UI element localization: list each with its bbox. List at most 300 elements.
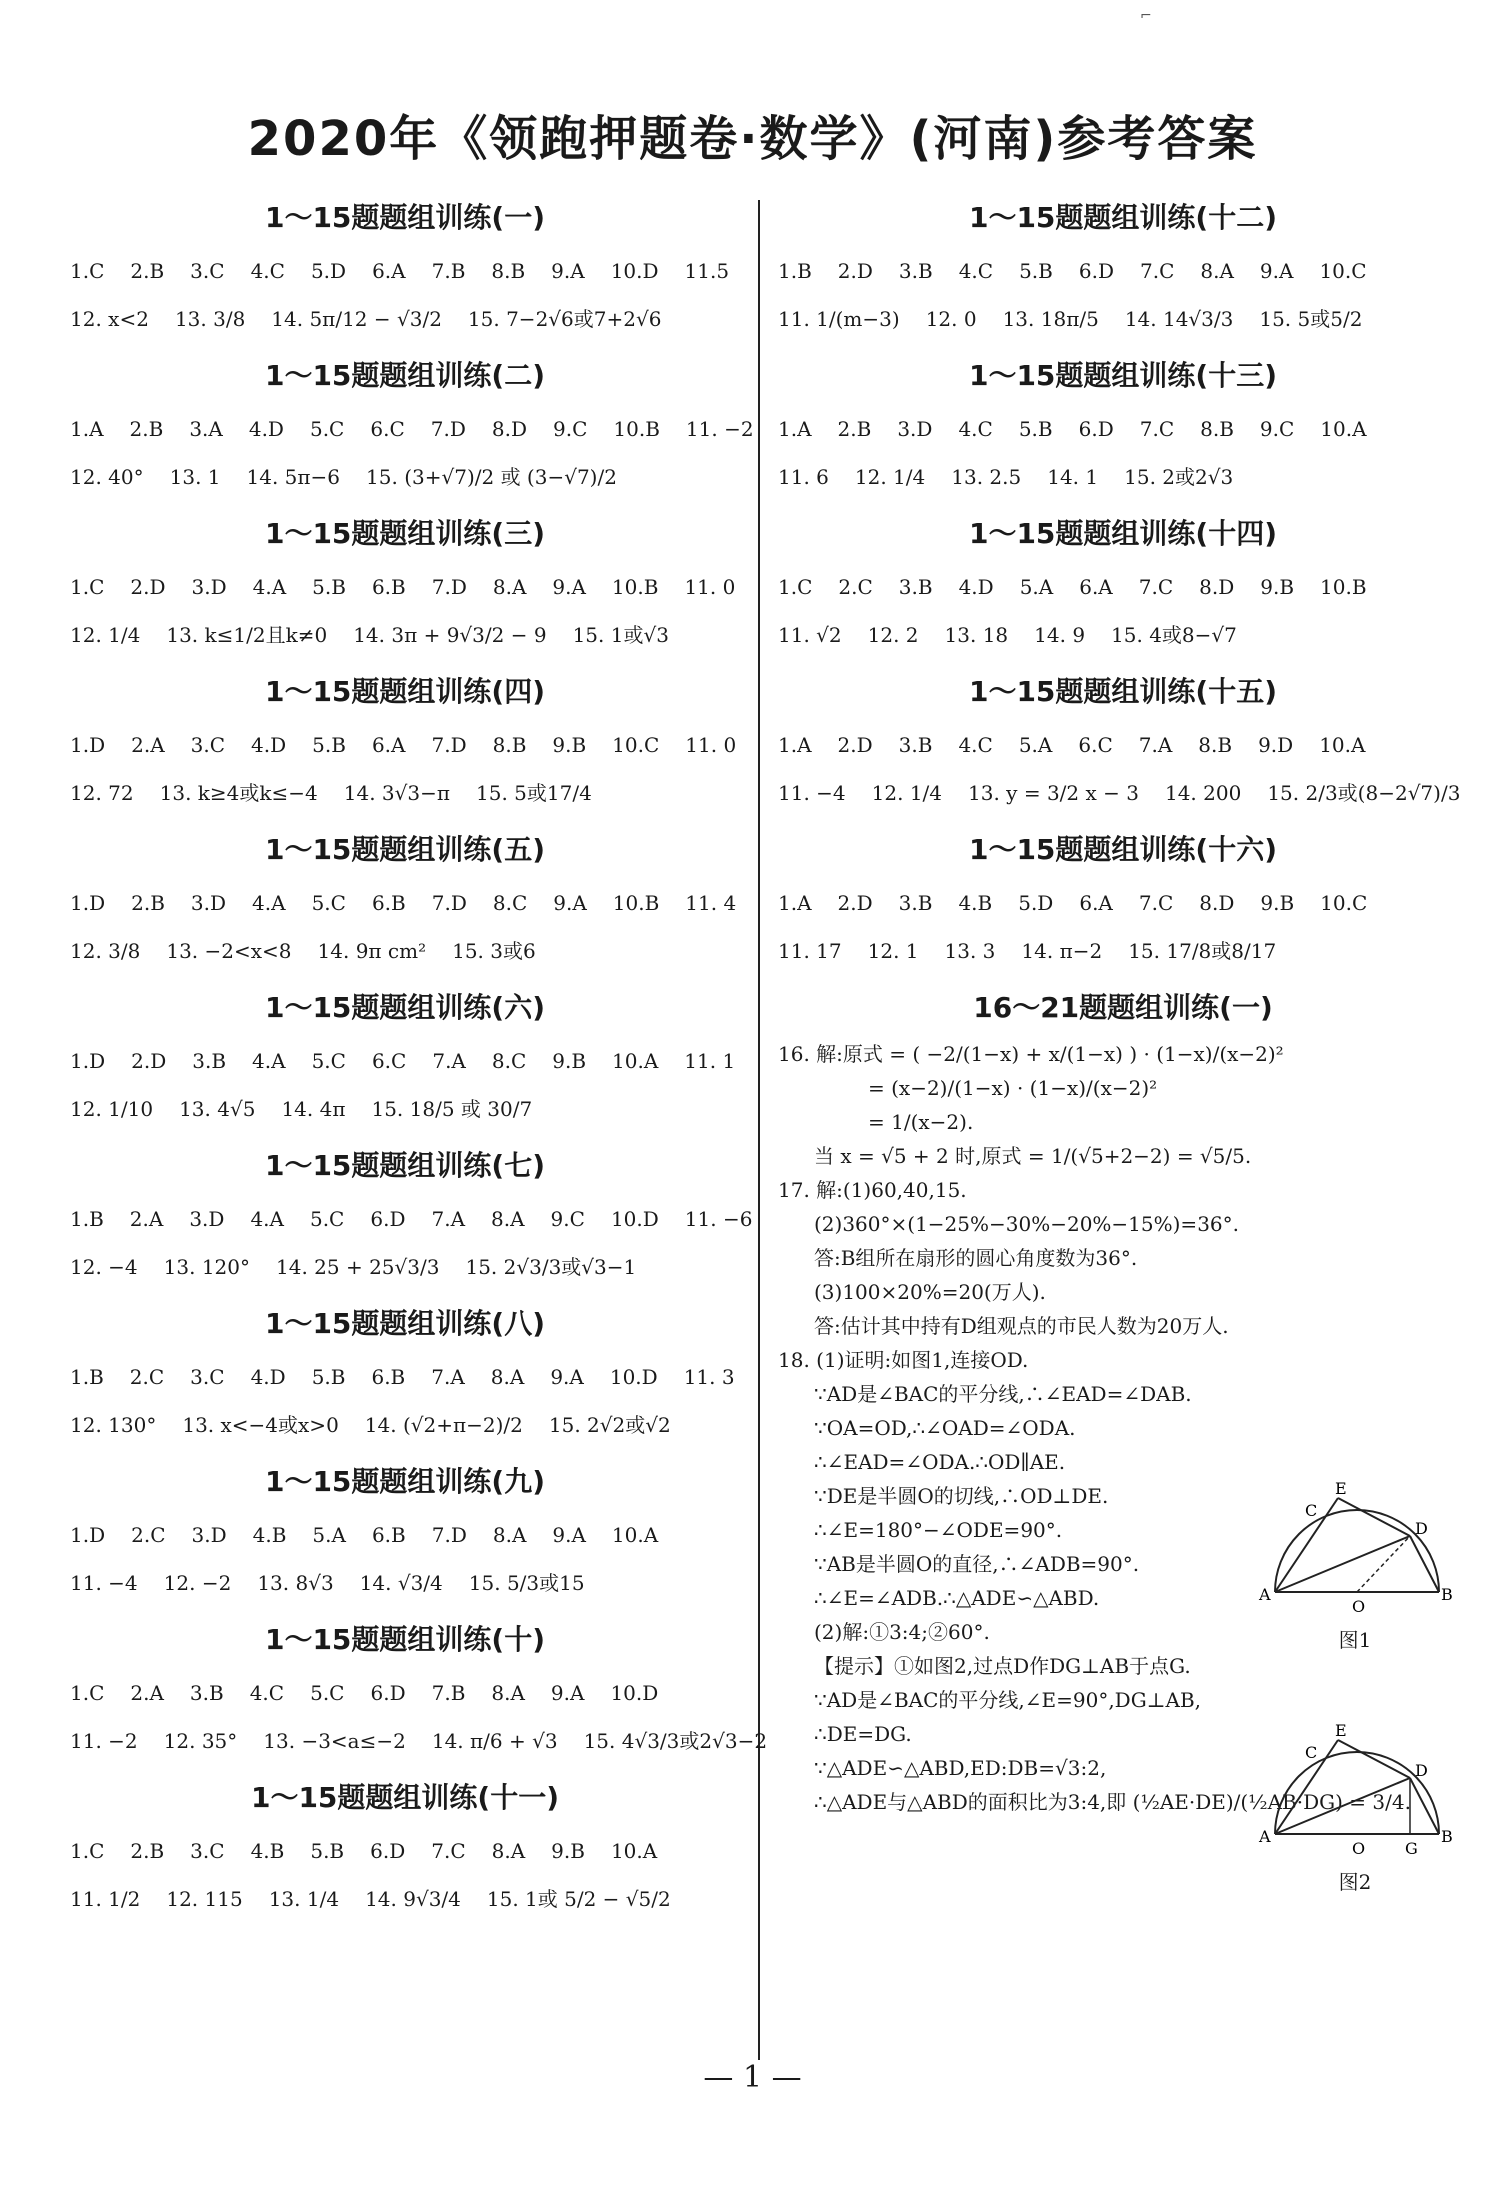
answer-item: 3.A bbox=[189, 417, 223, 441]
section-title: 1～15题题组训练(五) bbox=[264, 833, 546, 866]
answer-item: 10.B bbox=[611, 575, 659, 599]
answer-item: 1.B bbox=[778, 259, 812, 283]
answer-item: 10.B bbox=[612, 891, 660, 915]
answer-item: 4.C bbox=[958, 259, 994, 283]
answer-item: 14. 5π−6 bbox=[246, 465, 341, 489]
answer-item: 14. (√2+π−2)/2 bbox=[364, 1413, 523, 1437]
answer-item: 7.C bbox=[1139, 417, 1175, 441]
fig1-label-e: E bbox=[1335, 1480, 1347, 1498]
answer-item: 8.D bbox=[1199, 575, 1235, 599]
answer-item: 3.B bbox=[192, 1049, 227, 1073]
section-title: 1～15题题组训练(十二) bbox=[968, 201, 1278, 234]
answer-item: 10.C bbox=[1320, 891, 1368, 915]
answer-item: 8.A bbox=[490, 1365, 525, 1389]
answer-section bbox=[70, 669, 740, 817]
answer-item: 14. √3/4 bbox=[359, 1571, 443, 1595]
answer-item: 14. 200 bbox=[1164, 781, 1242, 805]
answer-row bbox=[70, 563, 740, 611]
solution-line: ∵AD是∠BAC的平分线,∠E=90°,DG⊥AB, bbox=[814, 1688, 1202, 1712]
answer-item: 10.A bbox=[1320, 417, 1367, 441]
section-title: 1～15题题组训练(十) bbox=[264, 1623, 546, 1656]
answer-item: 3.D bbox=[191, 1523, 227, 1547]
answer-section bbox=[70, 511, 740, 659]
answer-item: 15. 5或5/2 bbox=[1259, 307, 1363, 331]
answer-item: 3.D bbox=[190, 891, 227, 915]
section-title: 1～15题题组训练(四) bbox=[264, 675, 546, 708]
answer-item: 15. 5或17/4 bbox=[476, 781, 592, 805]
answer-item: 5.C bbox=[311, 1049, 346, 1073]
answer-item: 7.D bbox=[431, 891, 467, 915]
answer-item: 7.A bbox=[432, 1049, 466, 1073]
answer-item: 3.B bbox=[898, 733, 933, 757]
answer-item: 8.A bbox=[491, 1839, 526, 1863]
fig1-label-c: C bbox=[1305, 1501, 1318, 1520]
answer-row bbox=[70, 1353, 740, 1401]
answer-item: 13. 3 bbox=[944, 939, 996, 963]
answer-item: 14. 5π/12 − √3/2 bbox=[271, 307, 442, 331]
section-title: 1～15题题组训练(十一) bbox=[250, 1781, 560, 1814]
answer-item: 10.D bbox=[610, 1207, 659, 1231]
answer-item: 3.B bbox=[898, 891, 933, 915]
answer-item: 2.C bbox=[131, 1523, 166, 1547]
answer-item: 13. 8√3 bbox=[257, 1571, 334, 1595]
answer-item: 4.A bbox=[252, 891, 286, 915]
answer-item: 6.D bbox=[370, 1681, 406, 1705]
answer-row bbox=[778, 611, 1468, 659]
answer-item: 7.A bbox=[431, 1207, 466, 1231]
answer-item: 13. 1/4 bbox=[268, 1887, 340, 1911]
solution-line: ∴∠E=180°−∠ODE=90°. bbox=[814, 1518, 1063, 1542]
answer-item: 4.D bbox=[958, 575, 994, 599]
answer-item: 15. 2或2√3 bbox=[1124, 465, 1234, 489]
answer-item: 15. 2√2或√2 bbox=[548, 1413, 671, 1437]
answer-item: 13. 1 bbox=[169, 465, 221, 489]
answer-item: 4.C bbox=[958, 733, 993, 757]
answer-section bbox=[70, 353, 754, 501]
answer-item: 5.B bbox=[1019, 259, 1053, 283]
answer-item: 8.A bbox=[491, 1681, 525, 1705]
answer-row bbox=[70, 453, 740, 501]
answer-item: 8.B bbox=[491, 259, 526, 283]
answer-row bbox=[70, 1875, 740, 1923]
solution-line: = 1/(x−2). bbox=[868, 1110, 974, 1134]
answer-row bbox=[70, 1511, 740, 1559]
answer-item: 6.A bbox=[372, 259, 406, 283]
answer-item: 12. x<2 bbox=[70, 307, 149, 331]
answer-item: 1.C bbox=[70, 1681, 105, 1705]
answer-item: 7.A bbox=[431, 1365, 465, 1389]
answer-row bbox=[778, 453, 1468, 501]
answer-item: 2.C bbox=[838, 575, 873, 599]
answer-item: 12. −4 bbox=[70, 1255, 138, 1279]
answer-row bbox=[70, 1243, 740, 1291]
answer-item: 1.A bbox=[778, 417, 812, 441]
fig2-label-c: C bbox=[1305, 1743, 1318, 1762]
fig1-label-o: O bbox=[1352, 1597, 1366, 1616]
answer-item: 7.D bbox=[431, 733, 467, 757]
answer-item: 7.C bbox=[1138, 891, 1174, 915]
answer-item: 5.B bbox=[312, 575, 346, 599]
answer-item: 1.C bbox=[70, 575, 105, 599]
answer-item: 2.B bbox=[837, 417, 872, 441]
answer-item: 3.C bbox=[190, 733, 226, 757]
answer-item: 8.D bbox=[491, 417, 527, 441]
answer-item: 10.C bbox=[1319, 259, 1367, 283]
answer-item: 13. −2<x<8 bbox=[166, 939, 292, 963]
solution-text bbox=[778, 1037, 1468, 1819]
solution-line: (2)解:①3:4;②60°. bbox=[814, 1620, 990, 1644]
answer-item: 1.D bbox=[70, 1523, 106, 1547]
solution-line: ∴DE=DG. bbox=[814, 1722, 912, 1746]
answer-item: 15. (3+√7)/2 或 (3−√7)/2 bbox=[366, 465, 617, 489]
answer-item: 1.A bbox=[778, 733, 812, 757]
answer-section bbox=[70, 1775, 740, 1923]
answer-item: 7.A bbox=[1138, 733, 1173, 757]
answer-row bbox=[778, 927, 1468, 975]
answer-item: 14. 14√3/3 bbox=[1124, 307, 1234, 331]
answer-row bbox=[70, 1559, 740, 1607]
answer-item: 4.B bbox=[958, 891, 993, 915]
fig1-label-d: D bbox=[1415, 1519, 1428, 1538]
answer-row bbox=[778, 563, 1468, 611]
answer-item: 2.B bbox=[130, 1839, 165, 1863]
answer-item: 4.D bbox=[250, 1365, 286, 1389]
column-divider bbox=[758, 200, 760, 2060]
section-title: 1～15题题组训练(十五) bbox=[968, 675, 1278, 708]
answer-row bbox=[70, 927, 740, 975]
page-title: 2020年《领跑押题卷·数学》(河南)参考答案 bbox=[247, 111, 1258, 167]
answer-item: 5.A bbox=[1018, 733, 1053, 757]
section-title: 1～15题题组训练(一) bbox=[264, 201, 546, 234]
answer-item: 6.D bbox=[1078, 417, 1114, 441]
answer-item: 12. 40° bbox=[70, 465, 144, 489]
answer-item: 11. 3 bbox=[683, 1365, 735, 1389]
section-title: 1～15题题组训练(十四) bbox=[968, 517, 1278, 550]
answer-item: 5.C bbox=[311, 891, 346, 915]
answer-item: 11. 0 bbox=[685, 733, 737, 757]
answer-item: 1.A bbox=[70, 417, 104, 441]
answer-item: 10.A bbox=[611, 1523, 659, 1547]
answer-item: 8.A bbox=[491, 1207, 525, 1231]
answer-section bbox=[778, 353, 1468, 501]
answer-item: 5.C bbox=[309, 417, 345, 441]
answer-item: 2.B bbox=[129, 417, 164, 441]
answer-item: 4.A bbox=[252, 575, 287, 599]
answer-item: 7.C bbox=[431, 1839, 466, 1863]
answer-row bbox=[70, 1669, 740, 1717]
answer-item: 9.A bbox=[550, 1681, 585, 1705]
answer-item: 11. √2 bbox=[778, 623, 842, 647]
answer-item: 9.A bbox=[553, 891, 587, 915]
answer-row bbox=[70, 611, 740, 659]
answer-item: 3.C bbox=[190, 1365, 225, 1389]
answer-item: 5.C bbox=[310, 1681, 345, 1705]
answer-item: 4.C bbox=[250, 259, 285, 283]
answer-item: 5.B bbox=[312, 733, 346, 757]
answer-item: 10.A bbox=[1319, 733, 1366, 757]
section-title: 1～15题题组训练(八) bbox=[264, 1307, 546, 1340]
solution-line: 答:估计其中持有D组观点的市民人数为20万人. bbox=[814, 1314, 1229, 1338]
answer-item: 10.D bbox=[610, 1681, 659, 1705]
answer-item: 4.D bbox=[251, 733, 287, 757]
answer-item: 4.C bbox=[958, 417, 993, 441]
answer-item: 14. 9√3/4 bbox=[365, 1887, 461, 1911]
solution-section bbox=[778, 985, 1468, 1819]
answer-item: 11. 17 bbox=[778, 939, 842, 963]
answer-item: 12. 1/4 bbox=[854, 465, 926, 489]
answer-item: 12. 1 bbox=[867, 939, 919, 963]
answer-item: 11.5 bbox=[684, 259, 730, 283]
answer-item: 9.C bbox=[553, 417, 588, 441]
answer-item: 12. 1/4 bbox=[70, 623, 141, 647]
answer-item: 2.D bbox=[837, 891, 873, 915]
answer-item: 1.A bbox=[778, 891, 812, 915]
answer-row bbox=[778, 247, 1468, 295]
answer-item: 8.D bbox=[1199, 891, 1235, 915]
answer-item: 15. 3或6 bbox=[452, 939, 536, 963]
answer-row bbox=[70, 247, 740, 295]
answer-item: 11. 1 bbox=[684, 1049, 736, 1073]
fig2-label-d: D bbox=[1415, 1761, 1428, 1780]
answer-item: 12. 35° bbox=[163, 1729, 238, 1753]
answer-item: 10.D bbox=[610, 259, 659, 283]
solution-line: 【提示】①如图2,过点D作DG⊥AB于点G. bbox=[814, 1654, 1191, 1678]
section-title: 1～15题题组训练(十六) bbox=[968, 833, 1278, 866]
answer-item: 8.B bbox=[1200, 417, 1234, 441]
answer-item: 5.A bbox=[312, 1523, 346, 1547]
answer-item: 14. 9π cm² bbox=[317, 939, 427, 963]
answer-section bbox=[70, 1143, 753, 1291]
fig1-label-b: B bbox=[1441, 1585, 1453, 1604]
section-title: 16～21题题组训练(一) bbox=[973, 991, 1273, 1024]
figure-2-diagram bbox=[1255, 1722, 1455, 1862]
answer-item: 11. 0 bbox=[684, 575, 736, 599]
section-title: 1～15题题组训练(二) bbox=[264, 359, 546, 392]
answer-item: 13. 18π/5 bbox=[1002, 307, 1099, 331]
solution-line: 答:B组所在扇形的圆心角度数为36°. bbox=[814, 1246, 1138, 1270]
answer-item: 4.C bbox=[249, 1681, 285, 1705]
answer-item: 11. 6 bbox=[778, 465, 829, 489]
answer-item: 11. −2 bbox=[685, 417, 754, 441]
figure-2-caption: 图2 bbox=[1338, 1870, 1372, 1894]
answer-row bbox=[70, 1195, 753, 1243]
answer-item: 9.A bbox=[550, 1365, 584, 1389]
solution-line: ∵AD是∠BAC的平分线,∴∠EAD=∠DAB. bbox=[814, 1382, 1192, 1406]
answer-item: 6.C bbox=[371, 1049, 407, 1073]
answer-row bbox=[70, 769, 740, 817]
answer-item: 6.D bbox=[370, 1839, 406, 1863]
page-number: — 1 — bbox=[703, 2060, 802, 2095]
answer-item: 2.A bbox=[129, 1207, 164, 1231]
answer-item: 7.D bbox=[431, 575, 467, 599]
answer-item: 3.B bbox=[898, 575, 933, 599]
answer-section bbox=[70, 1301, 740, 1449]
answer-item: 6.A bbox=[1079, 891, 1113, 915]
answer-item: 6.C bbox=[1078, 733, 1113, 757]
answer-item: 3.C bbox=[190, 1839, 225, 1863]
answer-item: 11. 1/2 bbox=[70, 1887, 141, 1911]
answer-item: 14. 25 + 25√3/3 bbox=[276, 1255, 440, 1279]
answer-row bbox=[778, 769, 1468, 817]
solution-line: (2)360°×(1−25%−30%−20%−15%)=36°. bbox=[814, 1212, 1239, 1236]
answer-item: 12. 1/10 bbox=[70, 1097, 154, 1121]
answer-item: 6.B bbox=[371, 891, 406, 915]
answer-item: 15. 2√3/3或√3−1 bbox=[465, 1255, 637, 1279]
answer-section bbox=[778, 195, 1468, 343]
answer-item: 9.B bbox=[552, 733, 587, 757]
answer-item: 12. 72 bbox=[70, 781, 134, 805]
answer-item: 9.A bbox=[1259, 259, 1294, 283]
fig2-label-b: B bbox=[1441, 1827, 1453, 1846]
solution-line: ∴∠E=∠ADB.∴△ADE∽△ABD. bbox=[814, 1586, 1100, 1610]
answer-item: 13. 18 bbox=[944, 623, 1009, 647]
answer-item: 12. 0 bbox=[925, 307, 977, 331]
solution-line: 当 x = √5 + 2 时,原式 = 1/(√5+2−2) = √5/5. bbox=[814, 1144, 1252, 1168]
answer-item: 2.D bbox=[837, 733, 873, 757]
answer-item: 15. 2/3或(8−2√7)/3 bbox=[1267, 781, 1461, 805]
answer-item: 11. 1/(m−3) bbox=[778, 307, 900, 331]
answer-item: 11. −6 bbox=[684, 1207, 753, 1231]
solution-line: ∵DE是半圆O的切线,∴OD⊥DE. bbox=[814, 1484, 1109, 1508]
answer-item: 4.B bbox=[252, 1523, 287, 1547]
answer-item: 5.B bbox=[310, 1839, 345, 1863]
answer-item: 3.D bbox=[189, 1207, 225, 1231]
solution-line: 16. 解:原式 = ( −2/(1−x) + x/(1−x) ) · (1−x)/(x−2)² bbox=[778, 1042, 1284, 1066]
answer-item: 11. −2 bbox=[70, 1729, 138, 1753]
section-title: 1～15题题组训练(三) bbox=[264, 517, 546, 550]
solution-line: ∵OA=OD,∴∠OAD=∠ODA. bbox=[814, 1416, 1076, 1440]
answer-item: 6.C bbox=[370, 417, 405, 441]
answer-item: 1.D bbox=[70, 733, 106, 757]
answer-item: 4.D bbox=[248, 417, 284, 441]
answer-section bbox=[778, 511, 1468, 659]
answer-section bbox=[70, 827, 740, 975]
answer-item: 8.A bbox=[1200, 259, 1234, 283]
answer-item: 12. 130° bbox=[70, 1413, 157, 1437]
answer-item: 13. y = 3/2 x − 3 bbox=[968, 781, 1139, 805]
section-title: 1～15题题组训练(九) bbox=[264, 1465, 546, 1498]
answer-section bbox=[70, 195, 740, 343]
answer-item: 3.B bbox=[898, 259, 933, 283]
answer-item: 1.D bbox=[70, 891, 106, 915]
answer-item: 9.D bbox=[1258, 733, 1294, 757]
answer-item: 8.B bbox=[492, 733, 527, 757]
answer-row bbox=[70, 1717, 768, 1765]
answer-item: 6.A bbox=[1079, 575, 1113, 599]
fig2-label-o: O bbox=[1352, 1839, 1366, 1858]
answer-item: 5.B bbox=[1018, 417, 1053, 441]
answer-item: 12. 115 bbox=[166, 1887, 243, 1911]
answer-row bbox=[70, 295, 740, 343]
answer-section bbox=[778, 827, 1468, 975]
answer-item: 1.B bbox=[70, 1365, 104, 1389]
answer-item: 7.C bbox=[1138, 575, 1174, 599]
answer-item: 6.A bbox=[371, 733, 406, 757]
answer-item: 15. 5/3或15 bbox=[468, 1571, 585, 1595]
answer-item: 10.A bbox=[610, 1839, 658, 1863]
answer-item: 9.A bbox=[551, 259, 585, 283]
answer-item: 13. 3/8 bbox=[174, 307, 246, 331]
fig2-label-e: E bbox=[1335, 1722, 1347, 1740]
answer-item: 9.C bbox=[1259, 417, 1295, 441]
answer-item: 10.B bbox=[1320, 575, 1367, 599]
answer-item: 13. 2.5 bbox=[951, 465, 1022, 489]
answer-row bbox=[70, 721, 740, 769]
figure-1-caption: 图1 bbox=[1338, 1628, 1372, 1652]
answer-section bbox=[70, 1459, 740, 1607]
answer-row bbox=[70, 1827, 740, 1875]
answer-item: 1.D bbox=[70, 1049, 106, 1073]
answer-item: 14. 9 bbox=[1034, 623, 1086, 647]
answer-item: 9.B bbox=[551, 1839, 585, 1863]
answer-item: 12. 1/4 bbox=[871, 781, 943, 805]
answer-item: 14. π−2 bbox=[1021, 939, 1103, 963]
answer-item: 13. −3<a≤−2 bbox=[263, 1729, 406, 1753]
answer-item: 8.C bbox=[491, 1049, 527, 1073]
answer-row bbox=[70, 1085, 740, 1133]
solution-line: 17. 解:(1)60,40,15. bbox=[778, 1178, 967, 1202]
answer-item: 3.C bbox=[190, 259, 225, 283]
answer-item: 9.A bbox=[552, 1523, 586, 1547]
answer-item: 8.A bbox=[492, 1523, 527, 1547]
answer-item: 14. π/6 + √3 bbox=[431, 1729, 558, 1753]
answer-item: 2.D bbox=[131, 1049, 167, 1073]
answer-row bbox=[778, 295, 1468, 343]
answer-item: 14. 4π bbox=[281, 1097, 346, 1121]
answer-item: 7.B bbox=[431, 1681, 466, 1705]
answer-item: 1.B bbox=[70, 1207, 104, 1231]
answer-item: 10.A bbox=[612, 1049, 659, 1073]
solution-line: ∵△ADE∽△ABD,ED:DB=√3:2, bbox=[814, 1756, 1107, 1780]
answer-item: 6.D bbox=[1078, 259, 1114, 283]
answer-item: 8.C bbox=[492, 891, 528, 915]
answer-item: 3.D bbox=[897, 417, 933, 441]
fig1-label-a: A bbox=[1259, 1585, 1271, 1604]
answer-item: 15. 7−2√6或7+2√6 bbox=[467, 307, 662, 331]
fig2-label-g: G bbox=[1405, 1839, 1418, 1858]
section-title: 1～15题题组训练(十三) bbox=[968, 359, 1278, 392]
answer-row bbox=[70, 879, 740, 927]
answer-item: 1.C bbox=[70, 259, 105, 283]
answer-item: 7.C bbox=[1139, 259, 1175, 283]
answer-item: 10.C bbox=[612, 733, 660, 757]
answer-item: 15. 4或8−√7 bbox=[1111, 623, 1237, 647]
solution-line: = (x−2)/(1−x) · (1−x)/(x−2)² bbox=[868, 1076, 1158, 1100]
solution-line: (3)100×20%=20(万人). bbox=[814, 1280, 1046, 1304]
answer-item: 13. x<−4或x>0 bbox=[182, 1413, 339, 1437]
answer-item: 13. 4√5 bbox=[179, 1097, 256, 1121]
answer-item: 15. 18/5 或 30/7 bbox=[371, 1097, 533, 1121]
answer-item: 2.A bbox=[130, 1681, 164, 1705]
answer-section bbox=[70, 1617, 768, 1765]
answer-item: 5.B bbox=[311, 1365, 346, 1389]
answer-item: 2.B bbox=[130, 259, 165, 283]
answer-item: 6.D bbox=[370, 1207, 406, 1231]
answer-item: 2.D bbox=[837, 259, 873, 283]
answer-item: 12. 2 bbox=[867, 623, 919, 647]
answer-item: 2.A bbox=[131, 733, 165, 757]
solution-line: ∴∠EAD=∠ODA.∴OD∥AE. bbox=[814, 1450, 1066, 1474]
answer-item: 7.D bbox=[431, 1523, 467, 1547]
answer-item: 14. 1 bbox=[1047, 465, 1099, 489]
section-title: 1～15题题组训练(七) bbox=[264, 1149, 546, 1182]
section-title: 1～15题题组训练(六) bbox=[264, 991, 546, 1024]
answer-item: 11. −4 bbox=[778, 781, 846, 805]
answer-item: 1.C bbox=[70, 1839, 105, 1863]
answer-item: 7.D bbox=[430, 417, 466, 441]
answer-item: 2.B bbox=[131, 891, 165, 915]
answer-item: 13. 120° bbox=[163, 1255, 250, 1279]
